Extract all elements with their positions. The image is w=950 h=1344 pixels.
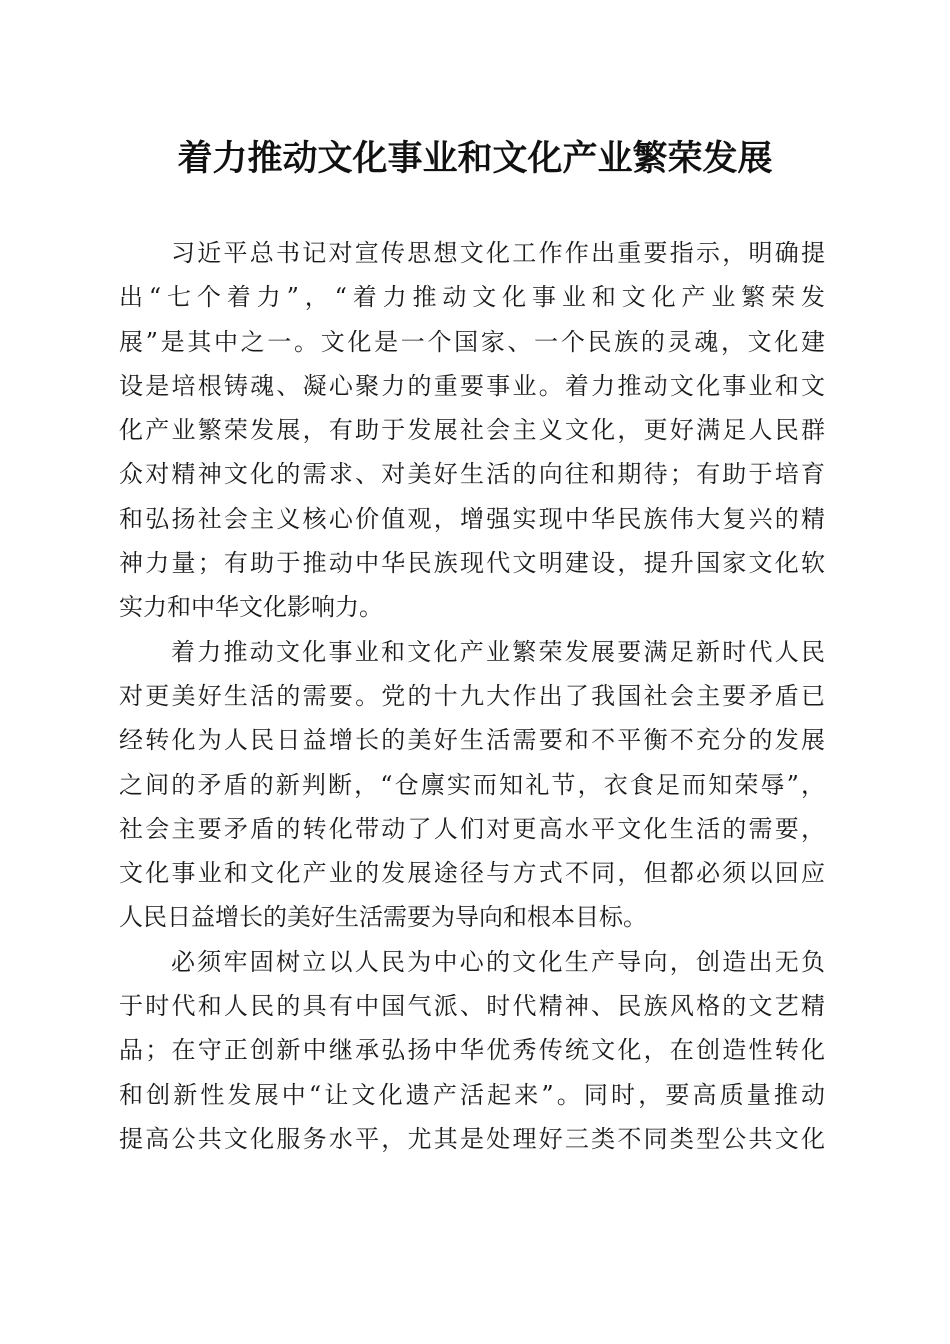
text-line: 提高公共文化服务水平，尤其是处理好三类不同类型公共文化 <box>119 1124 825 1153</box>
text-line: 文化事业和文化产业的发展途径与方式不同，但都必须以回应 <box>119 859 825 888</box>
text-line: 对更美好生活的需要。党的十九大作出了我国社会主要矛盾已 <box>119 681 825 710</box>
text-line: 着力推动文化事业和文化产业繁荣发展要满足新时代人民 <box>171 637 825 666</box>
text-line: 和弘扬社会主义核心价值观，增强实现中华民族伟大复兴的精 <box>119 504 825 533</box>
text-line: 之间的矛盾的新判断，“仓廪实而知礼节，衣食足而知荣辱”， <box>119 770 825 799</box>
paragraph-2 <box>119 630 825 940</box>
text-line: 设是培根铸魂、凝心聚力的重要事业。着力推动文化事业和文 <box>119 371 825 400</box>
text-line: 品；在守正创新中继承弘扬中华优秀传统文化，在创造性转化 <box>119 1036 825 1065</box>
paragraph-1 <box>119 231 825 630</box>
document-body <box>119 231 825 1161</box>
text-line: 人民日益增长的美好生活需要为导向和根本目标。 <box>119 903 647 932</box>
paragraph-3 <box>119 940 825 1161</box>
text-line: 和创新性发展中“让文化遗产活起来”。同时，要高质量推动 <box>119 1080 825 1109</box>
text-line: 展”是其中之一。文化是一个国家、一个民族的灵魂，文化建 <box>119 327 825 356</box>
text-line: 习近平总书记对宣传思想文化工作作出重要指示，明确提 <box>171 239 825 267</box>
text-line: 经转化为人民日益增长的美好生活需要和不平衡不充分的发展 <box>119 726 825 755</box>
text-line: 社会主要矛盾的转化带动了人们对更高水平文化生活的需要， <box>119 814 825 843</box>
text-line: 化产业繁荣发展，有助于发展社会主义文化，更好满足人民群 <box>119 416 825 445</box>
text-line: 实力和中华文化影响力。 <box>119 593 383 622</box>
text-line: 出“七个着力”，“着力推动文化事业和文化产业繁荣发 <box>119 283 825 312</box>
text-line: 众对精神文化的需求、对美好生活的向往和期待；有助于培育 <box>119 460 825 489</box>
text-line: 于时代和人民的具有中国气派、时代精神、民族风格的文艺精 <box>119 992 825 1021</box>
document-title: 着力推动文化事业和文化产业繁荣发展 <box>177 138 773 179</box>
text-line: 必须牢固树立以人民为中心的文化生产导向，创造出无负 <box>171 947 825 976</box>
text-line: 神力量；有助于推动中华民族现代文明建设，提升国家文化软 <box>119 549 825 578</box>
